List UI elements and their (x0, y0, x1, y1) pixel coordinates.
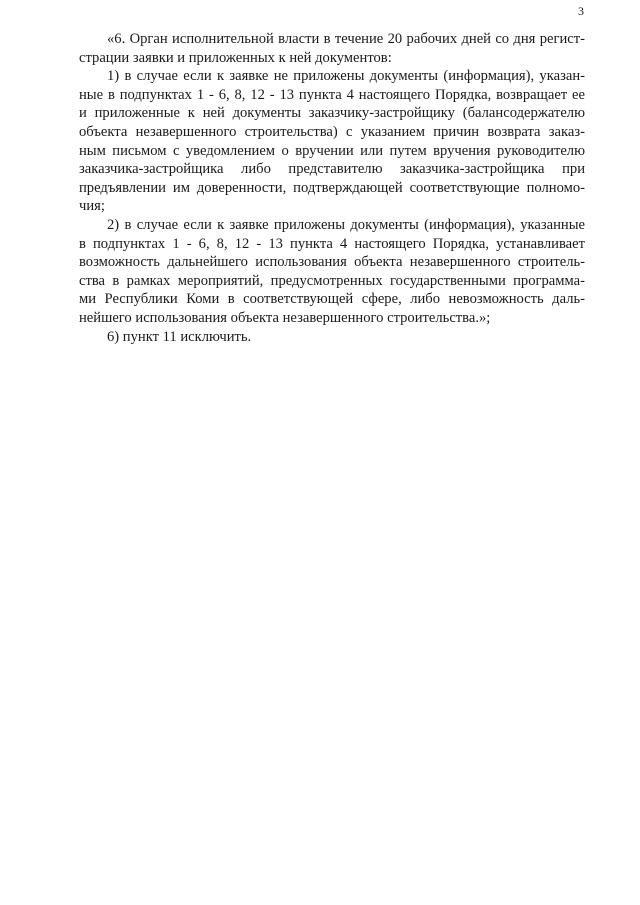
subitem-2-line: в подпунктах 1 - 6, 8, 12 - 13 пункта 4 настоящего Порядка, устанавливает (79, 235, 585, 252)
subitem-2-line: возможность дальнейшего использования объекта незавершенного строитель- (79, 254, 585, 271)
subitem-1-line: заказчика-застройщика либо представителю заказчика-застройщика при (79, 161, 585, 178)
paragraph-6-line: страции заявки и приложенных к ней документов: (79, 49, 392, 66)
subitem-1-line: чия; (79, 198, 105, 215)
subitem-1-line: объекта незавершенного строительства) с указанием причин возврата заказ- (79, 123, 585, 140)
paragraph-6-line: «6. Орган исполнительной власти в течение 20 рабочих дней со дня регист- (107, 31, 585, 47)
page-number: 3 (578, 4, 584, 18)
subitem-1-line: предъявлении им доверенности, подтверждающей соответствующие полномо- (79, 179, 585, 196)
subitem-2-line: 2) в случае если к заявке приложены документы (информация), указанные (107, 216, 585, 233)
subitem-1-line: 1) в случае если к заявке не приложены документы (информация), указан- (107, 68, 585, 85)
subitem-1-line: и приложенные к ней документы заказчику-застройщику (балансодержателю (79, 105, 585, 122)
subitem-1-line: ным письмом с уведомлением о вручении или путем вручения руководителю (79, 142, 585, 159)
document-body (79, 30, 585, 346)
subitem-2-line: нейшего использования объекта незавершенного строительства.»; (79, 309, 491, 326)
subitem-1-line: ные в подпунктах 1 - 6, 8, 12 - 13 пункта 4 настоящего Порядка, возвращает ее (79, 86, 585, 103)
subitem-2-line: ми Республики Коми в соответствующей сфере, либо невозможность даль- (79, 291, 585, 308)
subitem-6-line: 6) пункт 11 исключить. (107, 328, 252, 345)
subitem-2-line: ства в рамках мероприятий, предусмотренных государственными программа- (79, 272, 585, 289)
